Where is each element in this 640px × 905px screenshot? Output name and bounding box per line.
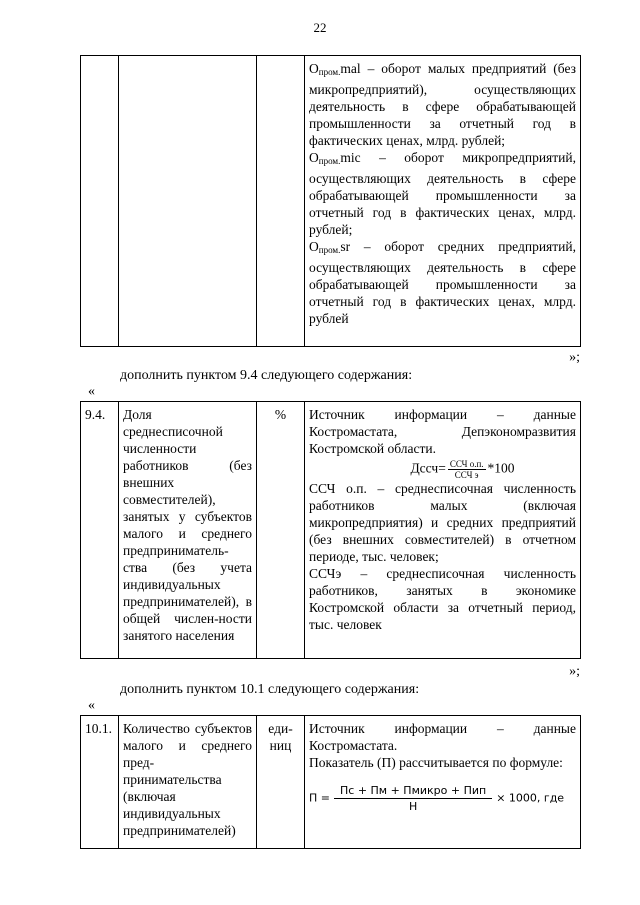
row-9-4-definition-1: ССЧ о.п. – среднесписочная численность работников малых (включая микропредприятия) и средних предприятий (без внешних совместителей) в отчетном периоде, тыс. человек;	[309, 481, 576, 564]
close-quote-2: »;	[569, 664, 580, 679]
definition-o-prom-mal: $О_{пром.}mal$ – оборот малых предприятий (без микропредприятий), осуществляющих деятельность в сфере обрабатывающей промышленности за отчетный год в фактических ценах, млрд. рублей;	[309, 61, 576, 148]
row-9-4-indicator: Доля среднесписочной численности работников (без внешних совместителей), занятых у субъектов малого и среднего предприниматель-ства (без учета индивидуальных предпринимателей), в общей числен-ности занятого населения	[119, 402, 257, 659]
close-quote: »;	[569, 350, 580, 365]
continuation-table	[80, 55, 581, 347]
table-row-10-1	[80, 715, 581, 849]
row-10-1-formula: П = $\frac{\text{Пс + Пм + Пмикро + Пип}}{Н}$ × 1000, где	[309, 784, 565, 813]
row-9-4-number: 9.4.	[81, 402, 119, 659]
open-quote: «	[88, 384, 95, 399]
amendment-10-1: дополнить пунктом 10.1 следующего содержания:	[120, 682, 420, 697]
row-9-4-method	[305, 402, 581, 659]
row-9-4-source: Источник информации – данные Костромастата, Депэкономразвития Костромской области.	[309, 407, 576, 456]
definition-o-prom-sr: $О_{пром.}sr$ – оборот средних предприятий, осуществляющих деятельность в сфере обрабатывающей промышленности за отчетный год в фактических ценах, млрд. рублей	[309, 239, 576, 326]
cell-name	[119, 56, 257, 347]
row-9-4-formula: Дссч= $\frac{\text{ССЧ о.п.}}{\text{ССЧ э}}$ *100	[410, 459, 515, 480]
cell-definitions	[305, 56, 581, 347]
cell-unit	[257, 56, 305, 347]
definition-o-prom-mic: $О_{пром.}mic$ – оборот микропредприятий, осуществляющих деятельность в сфере обрабатывающей промышленности за отчетный год в фактических ценах, млрд. рублей;	[309, 150, 576, 237]
formula-fraction-10-1: $\frac{\text{Пс + Пм + Пмикро + Пип}}{Н}$	[334, 783, 492, 814]
row-10-1-method	[305, 716, 581, 849]
cell-num	[81, 56, 119, 347]
formula-fraction: $\frac{\text{ССЧ о.п.}}{\text{ССЧ э}}$	[449, 459, 484, 480]
row-10-1-source: Источник информации – данные Костромастата.	[309, 721, 576, 753]
row-9-4-definition-2: ССЧэ – среднесписочная численность работников, занятых в экономике Костромской области за отчетный период, тыс. человек	[309, 566, 576, 632]
row-9-4-unit: %	[257, 402, 305, 659]
amendment-9-4: дополнить пунктом 9.4 следующего содержания:	[120, 368, 413, 383]
open-quote-2: «	[88, 698, 95, 713]
row-10-1-formula-intro: Показатель (П) рассчитывается по формуле:	[309, 755, 563, 770]
row-10-1-number: 10.1.	[81, 716, 119, 849]
table-row-9-4	[80, 401, 581, 659]
page-number: 22	[313, 20, 327, 35]
row-10-1-indicator: Количество субъектов малого и среднего пред-принимательства (включая индивидуальных предпринимателей)	[119, 716, 257, 849]
row-10-1-unit: еди-ниц	[257, 716, 305, 849]
